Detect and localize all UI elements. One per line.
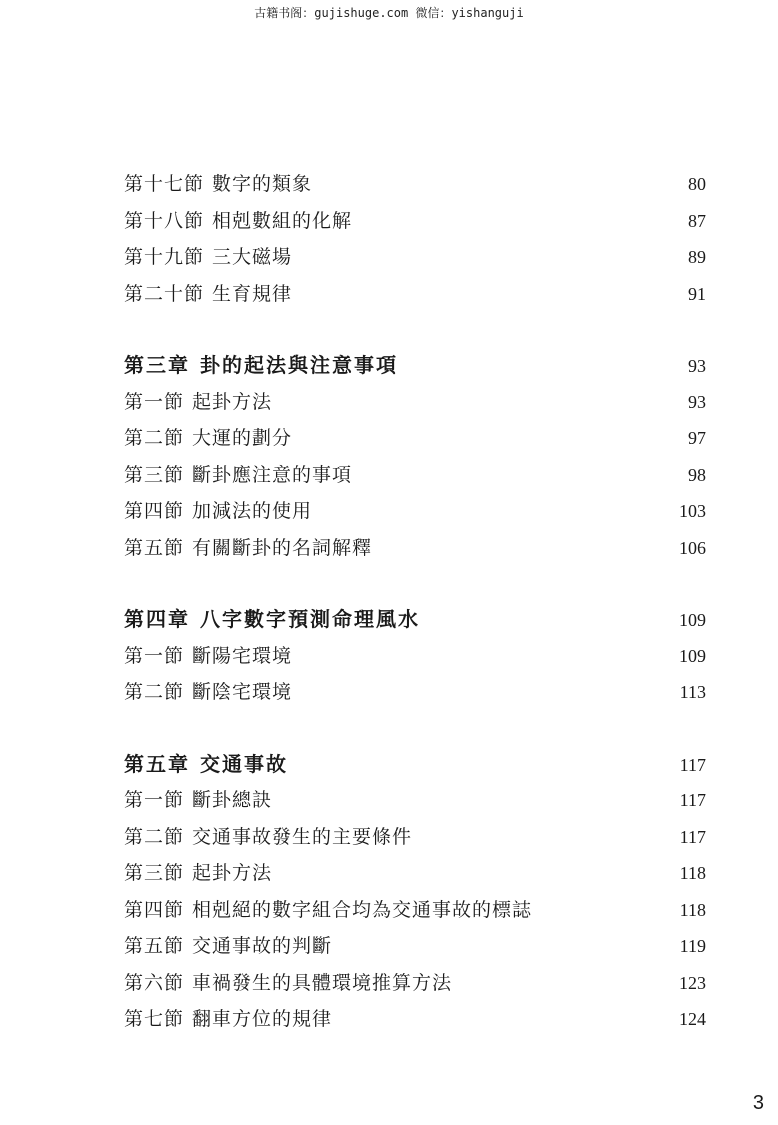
section-number: 第六節 [124,971,185,994]
section-title: 數字的類象 [212,173,313,195]
section-page: 103 [679,501,706,521]
toc-section-row[interactable] [124,892,706,929]
section-page: 87 [688,210,706,231]
chapter-page: 109 [679,610,706,630]
section-title: 生育規律 [212,282,293,305]
toc-section-row[interactable] [124,819,706,856]
section-number: 第一節 [124,390,185,413]
toc-section-row[interactable] [124,166,706,203]
section-title: 交通事故的判斷 [192,935,333,957]
section-number: 第四節 [124,500,185,522]
section-number: 第四節 [124,898,185,921]
chapter-number: 第五章 [124,751,190,776]
toc-section-row[interactable] [124,239,706,276]
section-title: 翻車方位的規律 [192,1008,333,1030]
section-page: 124 [679,1009,706,1029]
toc-chapter-row[interactable] [124,347,706,384]
section-title: 斷陽宅環境 [192,644,293,667]
section-page: 97 [688,428,706,448]
chapter-title: 卦的起法與注意事項 [200,353,398,377]
section-page: 123 [679,972,706,993]
toc-section-row[interactable] [124,928,706,965]
section-title: 三大磁場 [212,246,293,268]
section-number: 第十八節 [124,209,205,232]
section-page: 93 [688,391,706,412]
section-number: 第七節 [124,1008,185,1030]
section-page: 118 [679,899,706,920]
section-page: 117 [679,790,706,810]
watermark-text: 古籍书阁：gujishuge.com 微信：yishanguji [254,6,524,20]
section-number: 第三節 [124,463,185,486]
section-page: 91 [688,283,706,304]
chapter-page: 117 [679,754,706,775]
toc-section-row[interactable] [124,855,706,892]
toc-section-row[interactable] [124,1001,706,1038]
toc-section-row[interactable] [124,384,706,421]
section-page: 109 [679,645,706,666]
section-number: 第三節 [124,862,185,884]
section-number: 第十七節 [124,173,205,195]
section-page: 98 [688,464,706,485]
section-number: 第二節 [124,427,185,449]
section-title: 車禍發生的具體環境推算方法 [192,971,453,994]
section-page: 117 [679,826,706,847]
section-number: 第五節 [124,536,185,559]
section-number: 第一節 [124,644,185,667]
page-number: 3 [752,1092,764,1114]
toc-section-row[interactable] [124,965,706,1002]
toc-chapter-row[interactable] [124,601,706,638]
section-title: 有關斷卦的名詞解釋 [192,536,373,559]
section-page: 106 [679,537,706,558]
section-title: 起卦方法 [192,862,273,884]
toc-section-row[interactable] [124,782,706,819]
section-number: 第二節 [124,681,185,703]
section-number: 第五節 [124,935,185,957]
spacer [124,566,706,601]
toc-section-row[interactable] [124,420,706,457]
section-title: 斷卦總訣 [192,789,273,811]
section-page: 80 [688,174,706,194]
section-number: 第二十節 [124,282,205,305]
toc-section-row[interactable] [124,493,706,530]
chapter-title: 八字數字預測命理風水 [200,607,420,631]
section-title: 相剋數組的化解 [212,209,353,232]
section-title: 起卦方法 [192,390,273,413]
section-number: 第一節 [124,789,185,811]
section-title: 斷卦應注意的事項 [192,463,353,486]
section-page: 113 [679,682,706,702]
section-page: 89 [688,247,706,267]
section-number: 第二節 [124,825,185,848]
section-page: 118 [679,863,706,883]
section-title: 交通事故發生的主要條件 [192,825,413,848]
toc-section-row[interactable] [124,674,706,711]
toc-section-row[interactable] [124,638,706,675]
chapter-page: 93 [688,356,706,376]
toc-section-row[interactable] [124,203,706,240]
toc-chapter-row[interactable] [124,746,706,783]
toc-section-row[interactable] [124,530,706,567]
chapter-title: 交通事故 [200,751,288,776]
toc-section-row[interactable] [124,276,706,313]
table-of-contents [124,166,706,1038]
section-title: 斷陰宅環境 [192,681,293,703]
section-title: 加減法的使用 [192,500,313,522]
spacer [124,711,706,746]
chapter-number: 第三章 [124,353,190,377]
section-title: 大運的劃分 [192,427,293,449]
section-title: 相剋絕的數字組合均為交通事故的標誌 [192,898,533,921]
chapter-number: 第四章 [124,607,190,631]
section-number: 第十九節 [124,246,205,268]
spacer [124,312,706,347]
toc-section-row[interactable] [124,457,706,494]
section-page: 119 [679,936,706,956]
